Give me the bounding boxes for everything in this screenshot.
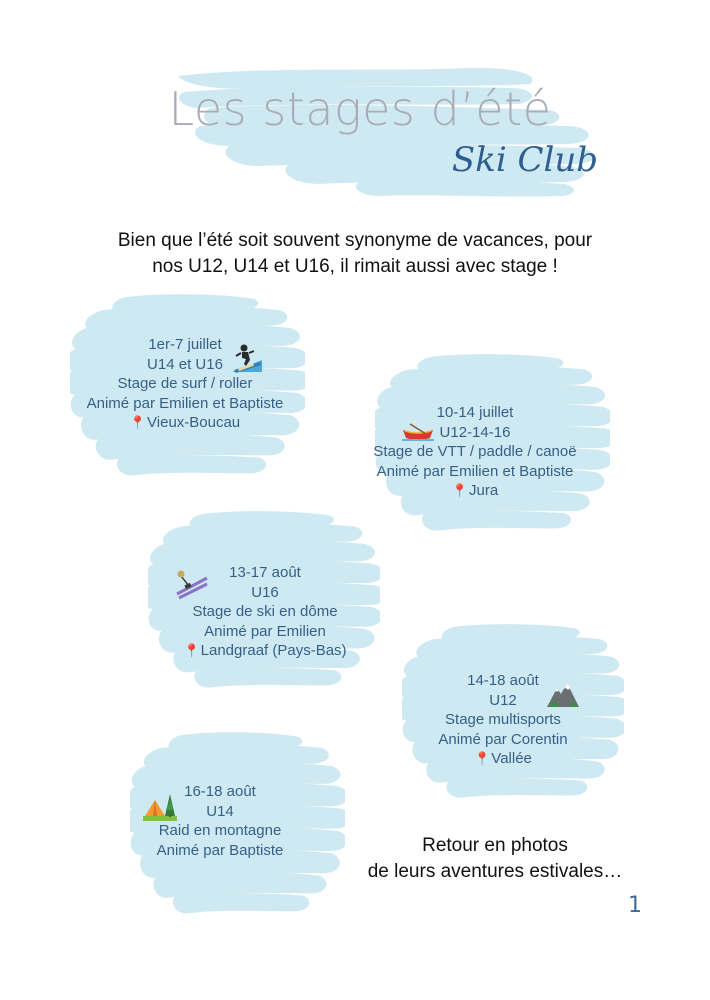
stage-coach: Animé par Emilien et Baptiste <box>376 462 574 480</box>
location-pin-icon: 📍 <box>451 483 468 499</box>
intro-line-1: Bien que l’été soit souvent synonyme de vacances, pour <box>117 230 593 251</box>
outro-line-1: Retour en photos <box>422 835 568 856</box>
stage-dates: 16-18 août <box>184 783 256 800</box>
stage-coach: Animé par Emilien <box>204 622 326 640</box>
stage-card-2 <box>340 403 610 501</box>
stage-group: U16 <box>251 583 279 601</box>
stage-location: Vallée <box>491 750 532 768</box>
stage-activity: Stage de ski en dôme <box>192 603 338 621</box>
stage-activity: Stage de surf / roller <box>117 375 253 393</box>
canoe-icon <box>402 422 434 442</box>
camping-icon <box>143 790 177 822</box>
outro-line-2: de leurs aventures estivales… <box>367 861 623 882</box>
stage-dates: 10-14 juillet <box>436 404 514 421</box>
location-pin-icon: 📍 <box>129 415 147 431</box>
stage-group: U12 <box>489 691 517 709</box>
stage-group: U14 et U16 <box>147 355 223 373</box>
location-pin-icon: 📍 <box>474 751 491 767</box>
ski-icon <box>175 568 209 600</box>
stage-coach: Animé par Corentin <box>438 730 568 748</box>
intro-text <box>40 228 670 280</box>
stage-activity: Raid en montagne <box>158 822 282 840</box>
stage-location-line <box>60 413 310 433</box>
stage-location: Jura <box>469 482 499 500</box>
page-number: 1 <box>628 893 642 918</box>
stage-location-line <box>140 641 390 661</box>
stage-dates: 1er-7 juillet <box>148 336 222 353</box>
stage-activity: Stage multisports <box>445 711 561 729</box>
stage-dates: 14-18 août <box>467 672 539 689</box>
surfer-icon <box>230 342 264 374</box>
location-pin-icon: 📍 <box>183 643 200 659</box>
stage-dates: 13-17 août <box>229 564 301 581</box>
stage-group: U12-14-16 <box>439 423 511 441</box>
outro-text <box>340 833 650 885</box>
stage-coach: Animé par Baptiste <box>156 841 284 859</box>
stage-location-line <box>403 749 603 769</box>
page-subtitle: Ski Club <box>451 140 599 180</box>
stage-location-line <box>340 481 610 501</box>
page-title: Les stages d’été <box>168 82 552 136</box>
stage-location: Landgraaf (Pays-Bas) <box>200 642 347 660</box>
stage-location: Vieux-Boucau <box>147 414 241 432</box>
intro-line-2: nos U12, U14 et U16, il rimait aussi avec stage ! <box>152 256 558 277</box>
stage-coach: Animé par Emilien et Baptiste <box>86 394 284 412</box>
stage-card-1 <box>60 335 310 433</box>
mountain-icon <box>547 680 579 708</box>
stage-activity: Stage de VTT / paddle / canoë <box>373 443 577 461</box>
stage-group: U14 <box>206 802 234 820</box>
